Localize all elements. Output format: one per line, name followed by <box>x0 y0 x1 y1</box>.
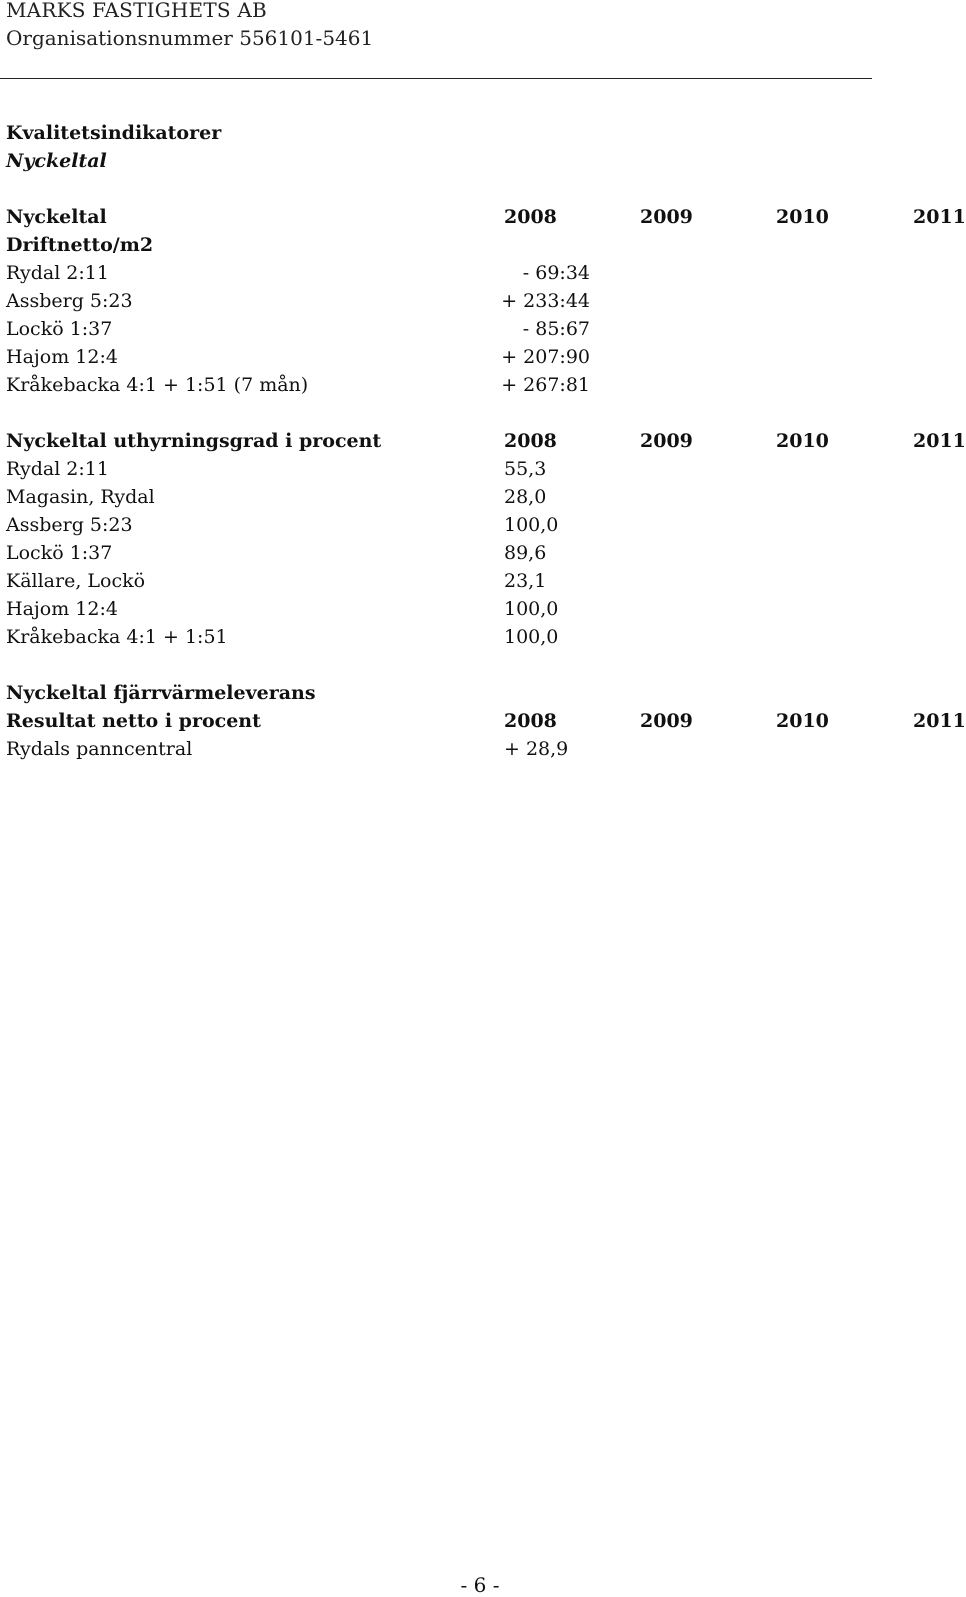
fjarrvarme-header-label: Resultat netto i procent <box>6 710 261 732</box>
table-row <box>0 737 960 765</box>
row-value: - 85:67 <box>522 318 590 340</box>
row-label: Rydal 2:11 <box>6 262 109 284</box>
company-name: MARKS FASTIGHETS AB <box>6 0 267 22</box>
table-row <box>0 513 960 541</box>
uthyrning-header-label: Nyckeltal uthyrningsgrad i procent <box>6 430 382 452</box>
row-value: + 28,9 <box>504 738 569 760</box>
row-label: Rydals panncentral <box>6 738 193 760</box>
row-value: 23,1 <box>504 570 547 592</box>
fjarrvarme-title: Nyckeltal fjärrvärmeleverans <box>6 682 316 704</box>
row-value: - 69:34 <box>522 262 590 284</box>
section-subtitle: Nyckeltal <box>6 150 107 172</box>
year-column-2008: 2008 <box>504 710 557 732</box>
row-label: Källare, Lockö <box>6 570 146 592</box>
organisation-number: Organisationsnummer 556101-5461 <box>6 26 374 50</box>
year-column-2010: 2010 <box>776 206 829 228</box>
row-label: Lockö 1:37 <box>6 542 113 564</box>
year-column-2009: 2009 <box>640 206 693 228</box>
row-value: 100,0 <box>504 598 559 620</box>
row-value: + 207:90 <box>501 346 590 368</box>
row-value: 28,0 <box>504 486 547 508</box>
year-column-2011: 2011 <box>913 430 966 452</box>
row-label: Magasin, Rydal <box>6 486 155 508</box>
row-value: 89,6 <box>504 542 547 564</box>
driftnetto-header-row <box>0 205 966 233</box>
row-label: Assberg 5:23 <box>6 290 133 312</box>
row-value: 100,0 <box>504 514 559 536</box>
row-label: Rydal 2:11 <box>6 458 109 480</box>
table-row <box>0 261 960 289</box>
year-column-2011: 2011 <box>913 710 966 732</box>
row-label: Lockö 1:37 <box>6 318 113 340</box>
row-label: Kråkebacka 4:1 + 1:51 (7 mån) <box>6 374 309 396</box>
table-row <box>0 345 960 373</box>
table-row <box>0 597 960 625</box>
table-row <box>0 317 960 345</box>
table-row <box>0 625 960 653</box>
year-column-2010: 2010 <box>776 430 829 452</box>
row-value: + 267:81 <box>501 374 590 396</box>
driftnetto-subheading: Driftnetto/m2 <box>6 234 154 256</box>
page-number: - 6 - <box>460 1573 500 1597</box>
header-divider <box>0 78 872 79</box>
year-column-2008: 2008 <box>504 430 557 452</box>
year-column-2008: 2008 <box>504 206 557 228</box>
uthyrning-header-row <box>0 429 966 457</box>
driftnetto-subheading-row <box>0 233 960 261</box>
row-label: Hajom 12:4 <box>6 598 118 620</box>
row-label: Assberg 5:23 <box>6 514 133 536</box>
table-row <box>0 485 960 513</box>
table-row <box>0 373 960 401</box>
year-column-2009: 2009 <box>640 430 693 452</box>
row-label: Kråkebacka 4:1 + 1:51 <box>6 626 228 648</box>
table-row <box>0 289 960 317</box>
row-label: Hajom 12:4 <box>6 346 118 368</box>
fjarrvarme-header-row <box>0 709 966 737</box>
row-value: + 233:44 <box>501 290 590 312</box>
table-row <box>0 457 960 485</box>
year-column-2009: 2009 <box>640 710 693 732</box>
year-column-2010: 2010 <box>776 710 829 732</box>
table-row <box>0 541 960 569</box>
year-column-2011: 2011 <box>913 206 966 228</box>
row-value: 55,3 <box>504 458 547 480</box>
table-row <box>0 569 960 597</box>
section-title: Kvalitetsindikatorer <box>6 122 222 144</box>
row-value: 100,0 <box>504 626 559 648</box>
driftnetto-header-label: Nyckeltal <box>6 206 107 228</box>
fjarrvarme-title-row <box>0 681 960 709</box>
